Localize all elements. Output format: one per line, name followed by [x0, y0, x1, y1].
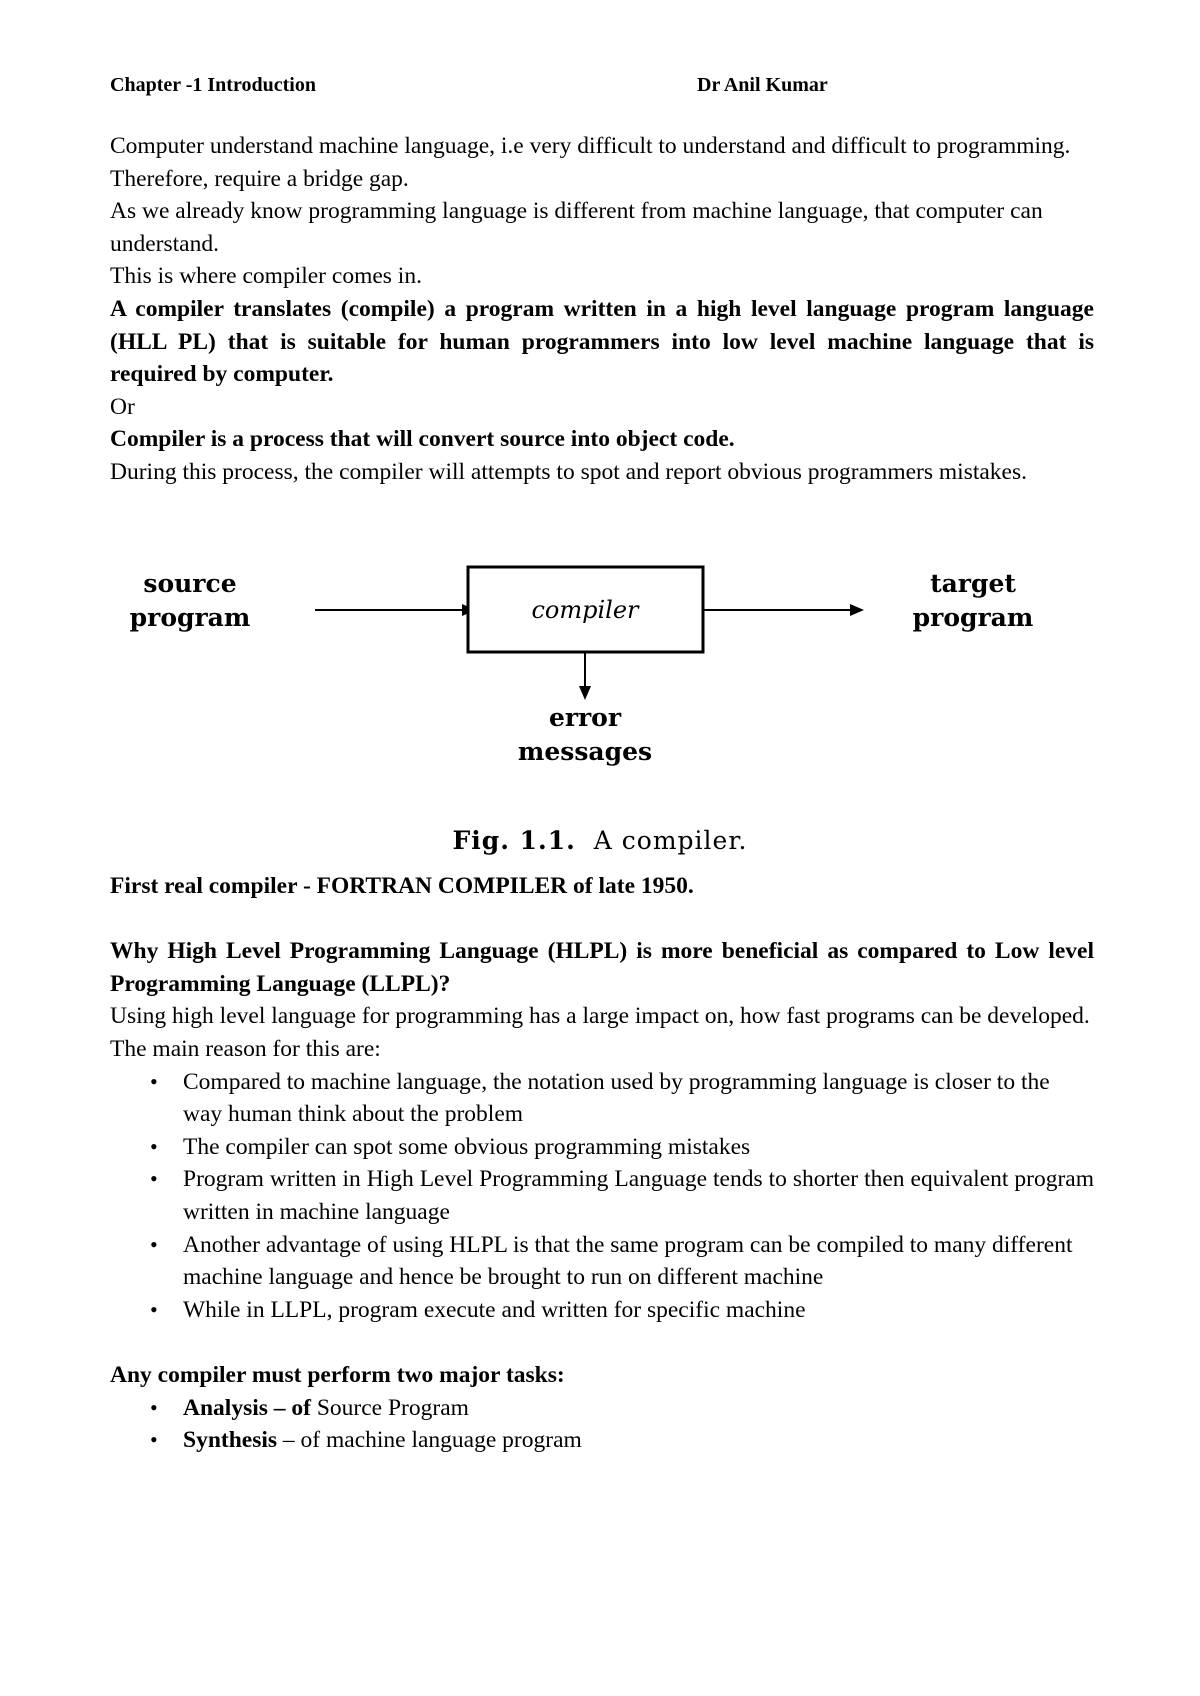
- source-label-line1: source: [143, 569, 237, 598]
- target-label-line1: target: [930, 569, 1016, 598]
- compiler-box-label: compiler: [531, 596, 639, 624]
- chapter-header: Chapter -1 Introduction: [110, 74, 316, 96]
- intro-paragraph-2: As we already know programming language is different from machine language, that computer can understand.: [110, 198, 1043, 257]
- task-connector: – of: [267, 1394, 311, 1421]
- source-label-line2: program: [129, 603, 251, 632]
- list-item: • Program written in High Level Programming Language tends to shorter then equivalent program written in machine language: [110, 1163, 1094, 1228]
- task-description: Source Program: [310, 1394, 469, 1421]
- figure-title: A compiler.: [593, 826, 748, 855]
- intro-paragraph-3: This is where compiler comes in.: [110, 263, 422, 290]
- figure-caption: [0, 826, 1200, 855]
- tasks-heading: Any compiler must perform two major tasks:: [110, 1361, 565, 1388]
- tasks-list: [110, 1392, 1094, 1457]
- error-label-line1: error: [548, 703, 622, 732]
- list-item: • Another advantage of using HLPL is that the same program can be compiled to many different machine language and hence be brought to run on different machine: [110, 1229, 1094, 1294]
- list-item: • Compared to machine language, the notation used by programming language is closer to the way human think about the problem: [110, 1066, 1094, 1131]
- task-term: Synthesis: [183, 1427, 278, 1454]
- task-description: – of machine language program: [277, 1427, 582, 1454]
- list-item: [110, 1392, 1094, 1425]
- compiler-definition-2: Compiler is a process that will convert source into object code.: [110, 426, 735, 453]
- list-item: [110, 1424, 1094, 1457]
- task-term: Analysis: [183, 1394, 268, 1421]
- intro-paragraph-1: Computer understand machine language, i.e very difficult to understand and difficult to programming. Therefore, require a bridge gap.: [110, 133, 1071, 192]
- why-hlpl-heading: Why High Level Programming Language (HLPL) is more beneficial as compared to Low level Programming Language (LLPL)?: [110, 938, 1094, 997]
- error-label-line2: messages: [517, 737, 653, 766]
- error-arrow-head: [579, 686, 591, 700]
- intro-section: [110, 130, 1094, 489]
- target-label-line2: program: [912, 603, 1034, 632]
- compiler-definition-1: A compiler translates (compile) a program written in a high level language program language (HLL PL) that is suitable for human programmers into low level machine language that is required by computer.: [110, 295, 1094, 388]
- why-hlpl-intro: Using high level language for programming has a large impact on, how fast programs can be developed. The main reason for this are:: [110, 1003, 1090, 1062]
- compiler-diagram: [110, 548, 1094, 798]
- output-arrow-head: [850, 604, 864, 616]
- or-text: Or: [110, 393, 135, 420]
- author-header: Dr Anil Kumar: [697, 74, 828, 96]
- main-section: [110, 870, 1094, 1457]
- first-compiler-note: First real compiler - FORTRAN COMPILER of late 1950.: [110, 873, 694, 899]
- list-item: • While in LLPL, program execute and written for specific machine: [110, 1294, 1094, 1327]
- benefits-list: [110, 1066, 1094, 1327]
- figure-number: Fig. 1.1.: [452, 826, 576, 855]
- intro-paragraph-4: During this process, the compiler will attempts to spot and report obvious programmers mistakes.: [110, 458, 1027, 485]
- list-item: • The compiler can spot some obvious programming mistakes: [110, 1131, 1094, 1164]
